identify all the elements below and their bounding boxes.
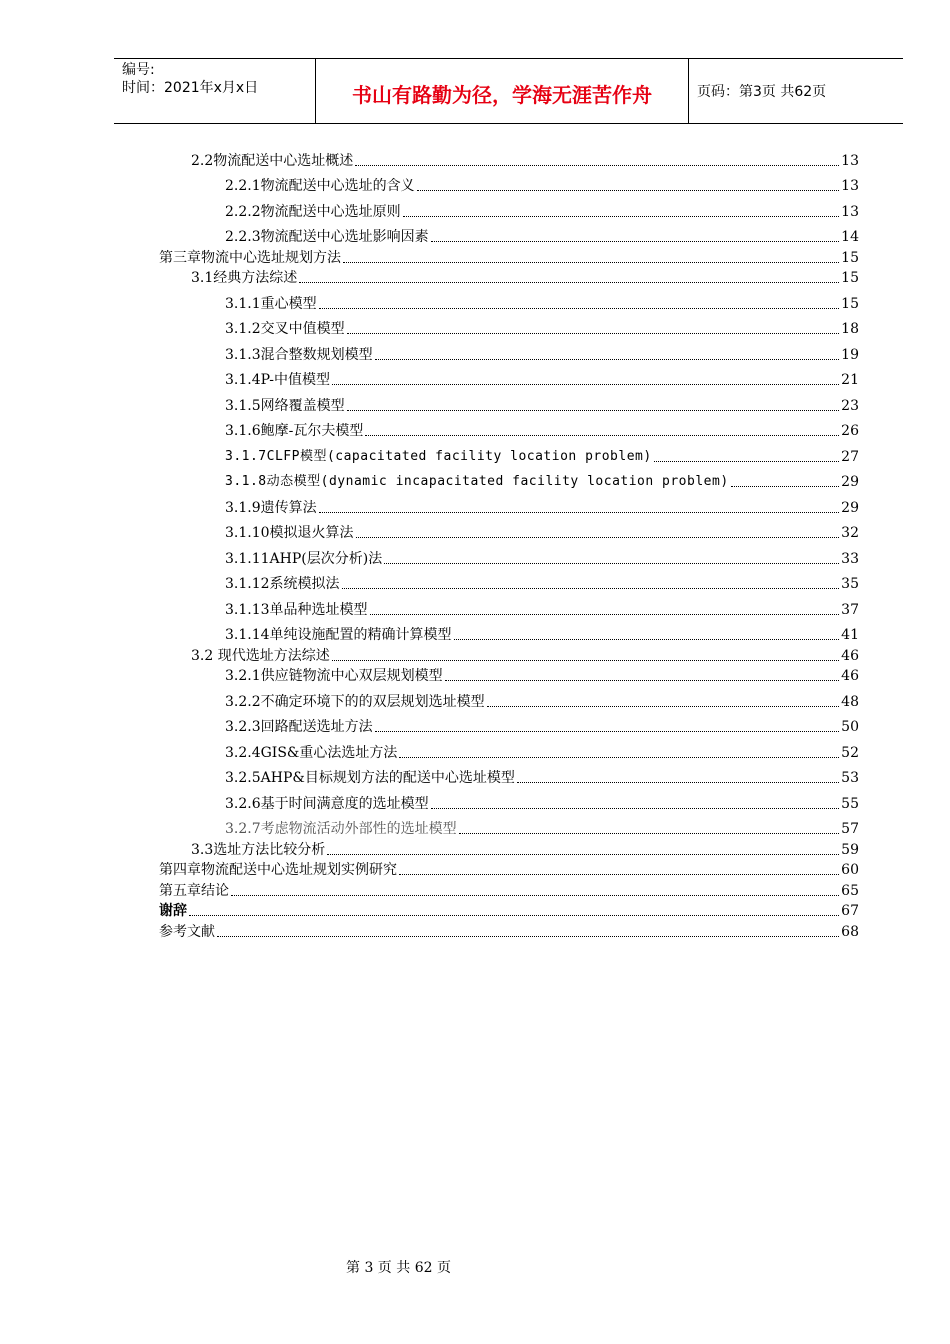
toc-dot-leader <box>487 706 840 707</box>
toc-entry-title: 第三章物流中心选址规划方法 <box>159 249 341 266</box>
toc-entry-page: 15 <box>841 249 859 266</box>
toc-entry-page: 26 <box>841 423 859 439</box>
toc-entry-page: 21 <box>841 372 859 388</box>
toc-entry-page: 32 <box>841 525 859 541</box>
toc-dot-leader <box>431 808 840 809</box>
toc-entry-title: 3.1.5网络覆盖模型 <box>225 397 345 414</box>
toc-entry-page: 57 <box>841 821 859 837</box>
toc-entry-page: 52 <box>841 744 859 761</box>
toc-entry[interactable] <box>159 643 859 664</box>
toc-entry-title: 3.2 现代选址方法综述 <box>191 647 330 664</box>
toc-entry[interactable] <box>159 567 859 593</box>
toc-entry-title: 第四章物流配送中心选址规划实例研究 <box>159 862 397 878</box>
toc-entry-page: 29 <box>841 474 859 490</box>
toc-entry-page: 19 <box>841 346 859 363</box>
header-meta <box>114 59 315 123</box>
toc-entry-title: 3.2.1供应链物流中心双层规划模型 <box>225 668 443 684</box>
toc-dot-leader <box>343 262 839 263</box>
toc-dot-leader <box>319 512 840 513</box>
toc-entry[interactable] <box>159 490 859 516</box>
toc-entry-page: 59 <box>841 841 859 858</box>
toc-entry[interactable] <box>159 245 859 266</box>
toc-entry-page: 18 <box>841 321 859 337</box>
toc-entry[interactable] <box>159 878 859 899</box>
toc-entry-page: 29 <box>841 499 859 516</box>
toc-dot-leader <box>231 895 839 896</box>
toc-entry-title: 3.1.14单纯设施配置的精确计算模型 <box>225 627 452 643</box>
toc-dot-leader <box>347 333 840 334</box>
toc-entry[interactable] <box>159 194 859 220</box>
toc-entry-title: 2.2物流配送中心选址概述 <box>191 152 354 169</box>
toc-entry-page: 48 <box>841 693 859 710</box>
toc-dot-leader <box>217 936 839 937</box>
toc-dot-leader <box>431 241 840 242</box>
toc-entry-title: 3.1.12系统模拟法 <box>225 576 340 592</box>
toc-entry-page: 53 <box>841 770 859 786</box>
toc-entry[interactable] <box>159 266 859 287</box>
header-motto: 书山有路勤为径，学海无涯苦作舟 <box>315 59 689 123</box>
toc-entry-title: 3.1.4P-中值模型 <box>225 372 331 388</box>
toc-entry-title: 3.3选址方法比较分析 <box>191 841 326 858</box>
toc-entry[interactable] <box>159 899 859 920</box>
toc-dot-leader <box>375 731 840 732</box>
toc-entry[interactable] <box>159 858 859 879</box>
toc-entry-page: 13 <box>841 203 859 220</box>
toc-entry-title: 3.1.3混合整数规划模型 <box>225 346 373 363</box>
toc-dot-leader <box>319 308 840 309</box>
toc-entry-page: 68 <box>841 923 859 940</box>
toc-entry-page: 15 <box>841 270 859 286</box>
toc-entry[interactable] <box>159 592 859 618</box>
toc-entry[interactable] <box>159 541 859 567</box>
toc-dot-leader <box>332 660 839 661</box>
toc-entry-page: 50 <box>841 719 859 735</box>
toc-entry[interactable] <box>159 337 859 363</box>
page-header <box>114 58 903 124</box>
toc-entry-page: 27 <box>841 448 859 465</box>
toc-dot-leader <box>731 486 840 487</box>
toc-entry-title: 3.1.2交叉中值模型 <box>225 321 345 337</box>
toc-entry[interactable] <box>159 761 859 787</box>
toc-dot-leader <box>342 588 840 589</box>
toc-dot-leader <box>445 680 840 681</box>
time-label: 时间：2021年x月x日 <box>122 80 259 96</box>
toc-entry-page: 41 <box>841 627 859 643</box>
toc-entry-page: 13 <box>841 178 859 194</box>
toc-entry[interactable] <box>159 312 859 338</box>
toc-entry-title: 3.2.7考虑物流活动外部性的选址模型 <box>225 821 457 837</box>
toc-entry-title: 第五章结论 <box>159 882 229 899</box>
toc-dot-leader <box>403 216 840 217</box>
table-of-contents <box>159 148 859 940</box>
toc-dot-leader <box>299 282 839 283</box>
toc-entry[interactable] <box>159 169 859 195</box>
toc-dot-leader <box>189 915 839 916</box>
toc-entry-title: 2.2.3物流配送中心选址影响因素 <box>225 229 429 245</box>
toc-entry-title: 3.1.1重心模型 <box>225 295 317 312</box>
toc-dot-leader <box>327 854 839 855</box>
toc-entry[interactable] <box>159 684 859 710</box>
toc-dot-leader <box>347 410 840 411</box>
toc-entry[interactable] <box>159 388 859 414</box>
toc-entry-title: 2.2.1物流配送中心选址的含义 <box>225 178 415 194</box>
toc-entry-title: 3.1.11AHP(层次分析)法 <box>225 550 383 567</box>
toc-entry-title: 3.1.13单品种选址模型 <box>225 601 368 618</box>
toc-entry-title: 3.2.2不确定环境下的的双层规划选址模型 <box>225 693 485 710</box>
header-page-info: 页码：第3页 共62页 <box>697 84 827 100</box>
toc-entry-title: 参考文献 <box>159 923 215 940</box>
toc-entry-page: 37 <box>841 601 859 618</box>
toc-entry[interactable] <box>159 465 859 491</box>
toc-entry-page: 33 <box>841 550 859 567</box>
toc-dot-leader <box>654 461 839 462</box>
toc-dot-leader <box>370 614 840 615</box>
toc-dot-leader <box>356 537 840 538</box>
toc-entry[interactable] <box>159 148 859 169</box>
toc-entry[interactable] <box>159 439 859 465</box>
toc-dot-leader <box>355 165 839 166</box>
toc-dot-leader <box>417 190 840 191</box>
toc-entry-title: 3.1.9遗传算法 <box>225 499 317 516</box>
toc-entry-title: 3.1.6鲍摩-瓦尔夫模型 <box>225 423 364 439</box>
toc-entry[interactable] <box>159 618 859 644</box>
toc-entry-title: 3.2.3回路配送选址方法 <box>225 719 373 735</box>
toc-dot-leader <box>454 639 840 640</box>
toc-entry-page: 67 <box>841 903 859 919</box>
toc-entry-page: 14 <box>841 229 859 245</box>
toc-entry-page: 46 <box>841 647 859 664</box>
toc-entry-title: 3.2.5AHP&目标规划方法的配送中心选址模型 <box>225 770 515 786</box>
toc-entry-title: 2.2.2物流配送中心选址原则 <box>225 203 401 220</box>
toc-entry[interactable] <box>159 735 859 761</box>
toc-entry-title: 3.1.8动态模型(dynamic incapacitated facility location problem) <box>225 474 729 489</box>
toc-entry-page: 60 <box>841 862 859 878</box>
toc-entry[interactable] <box>159 363 859 389</box>
toc-entry-page: 15 <box>841 295 859 312</box>
toc-entry[interactable] <box>159 414 859 440</box>
toc-entry[interactable] <box>159 220 859 246</box>
toc-entry[interactable] <box>159 286 859 312</box>
toc-entry[interactable] <box>159 516 859 542</box>
toc-entry-page: 23 <box>841 397 859 414</box>
toc-dot-leader <box>517 782 839 783</box>
toc-entry-title: 3.1.7CLFP模型(capacitated facility location problem) <box>225 448 652 464</box>
toc-entry-page: 65 <box>841 882 859 899</box>
toc-dot-leader <box>459 833 840 834</box>
toc-dot-leader <box>332 384 839 385</box>
toc-entry-page: 55 <box>841 795 859 812</box>
code-label: 编号: <box>122 62 155 78</box>
toc-entry[interactable] <box>159 919 859 940</box>
toc-dot-leader <box>399 757 839 758</box>
toc-entry-title: 3.1经典方法综述 <box>191 270 298 286</box>
toc-entry[interactable] <box>159 710 859 736</box>
toc-entry-page: 46 <box>841 668 859 684</box>
toc-entry-title: 3.2.6基于时间满意度的选址模型 <box>225 795 429 812</box>
toc-dot-leader <box>365 435 839 436</box>
toc-entry[interactable] <box>159 812 859 838</box>
toc-entry-title: 3.1.10模拟退火算法 <box>225 525 354 541</box>
toc-dot-leader <box>384 563 839 564</box>
toc-entry[interactable] <box>159 664 859 685</box>
toc-entry-page: 13 <box>841 152 859 169</box>
toc-entry-title: 3.2.4GIS&重心法选址方法 <box>225 744 398 761</box>
toc-entry[interactable] <box>159 837 859 858</box>
toc-dot-leader <box>399 874 839 875</box>
toc-dot-leader <box>375 359 840 360</box>
toc-entry-page: 35 <box>841 576 859 592</box>
page-footer: 第 3 页 共 62 页 <box>346 1260 451 1276</box>
toc-entry[interactable] <box>159 786 859 812</box>
toc-entry-title: 谢辞 <box>159 903 187 919</box>
